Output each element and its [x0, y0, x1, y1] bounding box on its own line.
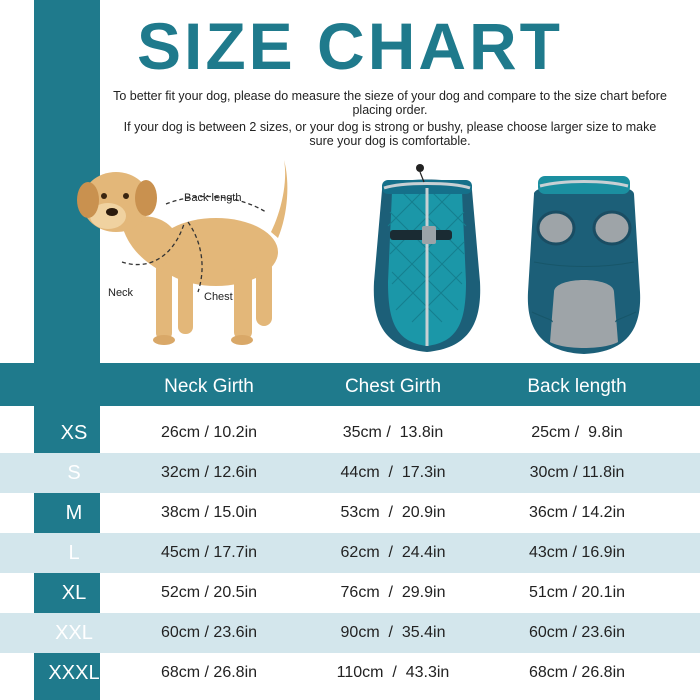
header-chest-girth: Chest Girth [344, 376, 442, 397]
neck-label: Neck [108, 287, 134, 299]
neck-girth-value: 26cm / 10.2in [160, 424, 258, 441]
neck-girth-value: 38cm / 15.0in [160, 504, 258, 521]
back-length-value: 30cm / 11.8in [529, 464, 625, 481]
page-title: SIZE CHART [137, 9, 563, 83]
size-label: XXL [55, 622, 93, 644]
chest-girth-value: 53cm / 20.9in [340, 504, 446, 521]
back-length-value: 60cm / 23.6in [528, 624, 626, 641]
table-row [0, 413, 700, 453]
back-length-value: 68cm / 26.8in [528, 664, 626, 681]
dog-measurement-illustration [66, 152, 316, 362]
neck-girth-value: 60cm / 23.6in [160, 624, 258, 641]
table-row [0, 653, 700, 693]
size-label: XL [61, 582, 87, 604]
chest-girth-value: 62cm / 24.4in [340, 544, 446, 561]
size-label: XXXL [48, 662, 100, 684]
back-length-label: Back length [184, 192, 242, 204]
back-length-value: 51cm / 20.1in [528, 584, 626, 601]
table-row [0, 573, 700, 613]
intro-text-between-sizes: If your dog is between 2 sizes, or your dog is strong or bushy, please choose larger size to make sure your dog is comfortable. [123, 120, 657, 148]
size-label: XS [60, 422, 88, 444]
chest-girth-value: 90cm / 35.4in [340, 624, 446, 641]
chest-girth-value: 110cm / 43.3in [336, 664, 450, 681]
coat-front-image [362, 162, 492, 358]
chest-label: Chest [204, 291, 233, 303]
header-neck-girth: Neck Girth [164, 376, 254, 397]
back-length-value: 36cm / 14.2in [528, 504, 626, 521]
chest-girth-value: 44cm / 17.3in [340, 464, 446, 481]
neck-girth-value: 45cm / 17.7in [160, 544, 258, 561]
chest-girth-value: 35cm / 13.8in [342, 424, 444, 441]
neck-girth-value: 68cm / 26.8in [160, 664, 258, 681]
table-row [0, 493, 700, 533]
table-row [0, 453, 700, 493]
neck-girth-value: 32cm / 12.6in [160, 464, 258, 481]
size-label: S [67, 462, 81, 484]
intro-text-measure: To better fit your dog, please do measure the sieze of your dog and compare to the size chart before placing order. [113, 89, 667, 117]
coat-back-image [524, 172, 644, 358]
table-row [0, 533, 700, 573]
header-back-length: Back length [527, 376, 627, 397]
neck-girth-value: 52cm / 20.5in [160, 584, 258, 601]
back-length-value: 25cm / 9.8in [531, 424, 623, 441]
table-row [0, 613, 700, 653]
size-label: M [65, 502, 83, 524]
chest-girth-value: 76cm / 29.9in [340, 584, 446, 601]
size-label: L [68, 542, 80, 564]
back-length-value: 43cm / 16.9in [528, 544, 626, 561]
